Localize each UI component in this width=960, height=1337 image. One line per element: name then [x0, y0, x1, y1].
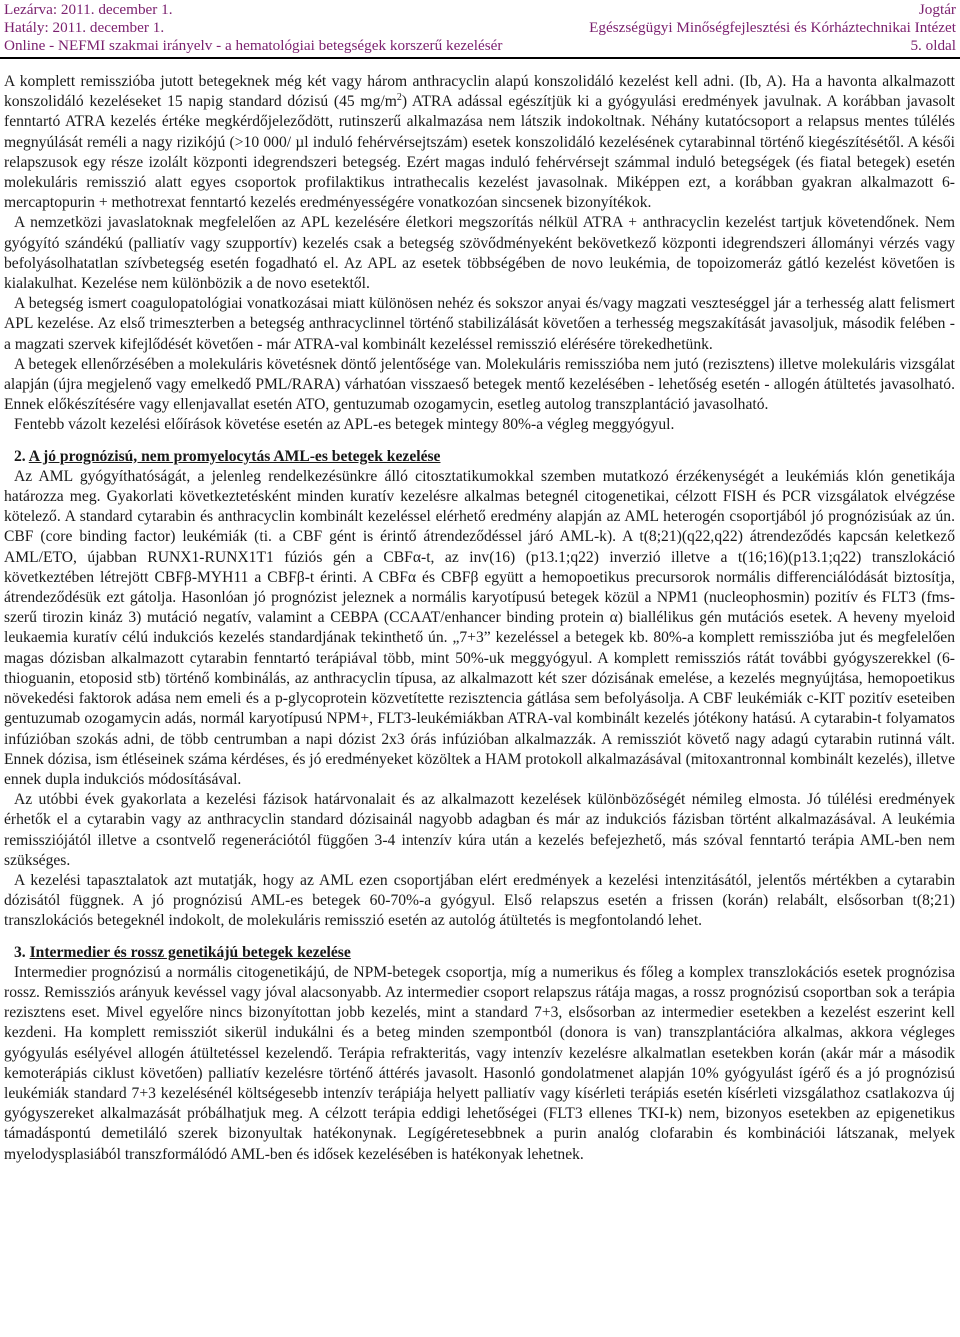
- paragraph-consolidation: [4, 72, 955, 213]
- superscript-2: 2: [396, 92, 402, 104]
- section-2-heading: [14, 447, 955, 467]
- paragraph-outcome: Fentebb vázolt kezelési előírások követése esetén az APL-es betegek mintegy 80%-a végleg meggyógyul.: [14, 416, 675, 434]
- paragraph-pregnancy: A betegség ismert coagulopatológiai vonatkozásai miatt különösen nehéz és sokszor anyai és/vagy magzati veszteséggel jár a terhesség alatt felismert APL kezelése. Az első trimeszterben a betegség anthracyclinnel történő stabilizálását követően a terhesség megszakítását javasoljuk, második felében - a magzati szervek kifejlődését követően - már ATRA-val kombinált kezeléssel remisszió elérésére törekedhetünk.: [4, 295, 955, 353]
- paragraph-consolidation-part1: A komplett remisszióba jutott betegeknek még két vagy három anthracyclin alapú konszolidáló kezelést kell adni. (Ib, A). Ha a havonta alkalmazott konszolidáló kezeléseket 15 napig standard dózisú (45 mg/m: [4, 73, 955, 111]
- header-institute: Egészségügyi Minőségfejlesztési és Kórháztechnikai Intézet: [589, 19, 956, 36]
- header-row-3: [4, 37, 956, 54]
- section-2-paragraph-3: A kezelési tapasztalatok azt mutatják, hogy az AML ezen csoportjában elért eredmények a kezelési intenzitásától, jelentős mértékben a cytarabin dózisától függnek. A jó prognózisú AML-es betegek 60-70%-a gyógyul. Első relapszus esetén a frissen (korán) relabált, elsősorban t(8;21) transzlokációs betegeknél indokolt, de molekuláris remisszió esetén az autológ átültetés is megfontolandó lehet.: [4, 871, 955, 930]
- document-body: [4, 72, 955, 1165]
- section-3-number: 3.: [14, 943, 26, 961]
- header-row-2: [4, 19, 956, 36]
- header-effective-date: Hatály: 2011. december 1.: [4, 19, 165, 36]
- paragraph-consolidation-part2: ) ATRA adással egészítjük ki a gyógyulási eredmények javulnak. A korábban javasolt fenntartó ATRA kezelés értéke megkérdőjeleződött, rutinszerű alkalmazása nem látszik indokoltnak. Néhány kutatócsoport a relapsus mentes túlélés megnyúlását reméli a nagy rizikójú (>10 000/ µl induló fehérvérsejtszám) esetek konszolidáló kezelésének cytarabinnal történő kiegészítésétől. A késői relapszusok egy része izolált központi idegrendszeri betegség. Ezért magas induló fehérvérsejt számmal induló betegségek (és fiatal betegek) esetén molekuláris remisszió alatt egyes csoportok profilaktikus intrathecalis kezelést javasolnak. Miképpen ezt, a korábban gyakran alkalmazott 6-mercaptopurin + methotrexat fenntartó kezelés eredményességére vonatkozóan sincsenek bizonyítékok.: [4, 93, 955, 212]
- header-row-1: [4, 1, 956, 18]
- section-3-paragraph-1: Intermedier prognózisú a normális citogenetikájú, de NPM-betegek csoportja, míg a numerikus és főleg a komplex transzlokációs esetek prognózisa rossz. Remissziós arányuk kevéssel vagy jóval alacsonyabb. Az intermedier csoport relapszus rátája magas, a rossz prognózisú csoportban sok a terápia rezisztens eset. Mivel egyelőre nincs bizonyítottan jobb kezelés, mint a standard 7+3, elsősorban az intermedier esetekben a kezelést eszerint kell kezdeni. Ha komplett remissziót sikerül indukálni és a beteg minden szempontból (donora is van) transzplantációra alkalmas, akkora végleges gyógyulás esélyével allogén átültetéssel kezelendő. Terápia refrakteritás, vagy intenzív kezelésre alkalmatlan esetekben korán (akár már a második kemoterápiás ciklust követően) palliatív kezelésre történő áttérés javasolt. Hasonló gondolatmenet alapján 10% gyógyulást ígérő és a jó prognózisú leukémiák standard 7+3 kezelésénél költségesebb intenzív terápiája helyett palliatív vagy kísérleti terápiás esetén kísérleti vizsgálathoz csatlakozva új gyógyszereket alkalmazását próbálhatjuk meg. A célzott terápia eddigi lehetőségei (FLT3 ellenes TKI-k) nem, bizonyos esetekben az epigenetikus támadáspontú demetiláló szerek bizonyultak hatékonynak. Legígéretesebbnek a purin analóg clofarabin és kombinációi látszanak, melyek myelodysplasiából transzformálódó AML-ben és idősek kezelésében is hatékonyak lehetnek.: [4, 963, 955, 1163]
- section-2-paragraph-2: Az utóbbi évek gyakorlata a kezelési fázisok határvonalait és az alkalmazott kezelések különbözőségét némileg elmosta. Jó túlélési eredmények érhetők el a cytarabin vagy az anthracyclin standard dózisainál nagyobb adagban és már az indukciós fázisban történt alkalmazásával. A leukémia remissziójától illetve a csontvelő regenerációtól függően 3-4 intenzív kúra után a kezelés befejezhető, más szóval fenntartó terápia AML-ben nem szükséges.: [4, 791, 955, 869]
- section-3-heading: [14, 943, 955, 963]
- section-2-paragraph-1: Az AML gyógyíthatóságát, a jelenleg rendelkezésünkre álló citosztatikumokkal szemben mutatkozó érzékenységét a leukémiás klón genetikája határozza meg. Gyakorlati következtetésként minden kuratív kezelésre alkalmas betegnél citogenetikai, célzott FISH és PCR vizsgálatok elvégzése kötelező. A standard cytarabin és anthracyclin kombinált kezeléssel elérhető eredmény alapján az AML heterogén csoportjából jó prognózisúak az ún. CBF (core binding factor) leukémiák (ti. a CBF gént is érintő átrendeződéssel járó AML-k). A t(8;21)(q22,q22) átrendeződés kapcsán keletkező AML/ETO, újabban RUNX1-RUNX1T1 fúziós gén a CBFα-t, az inv(16) (p13.1;q22) inverzió illetve a t(16;16)(p13.1;q22) transzlokáció következtében létrejött CBFβ-MYH11 a CBFβ-t érinti. A CBFα és CBFβ együtt a hemopoetikus precursorok normális differenciálódását biztosítja, átrendeződésük ezt gátolja. Hasonlóan jó prognózist jeleznek a normális karyotípusú betegek közül a NPM1 (nucleophosmin) pozitív és FLT3 (fms-szerű tirozin kináz 3) mutáció negatív, valamint a CEBPA (CCAAT/enhancer binding protein α) biallélikus gén mutációs esetek. A heveny myeloid leukaemia kuratív célú indukciós kezelés standardjának tekinthető ún. „7+3” kezeléssel a betegek kb. 80%-a komplett remisszióba jut és megfelelően magas dózisban alkalmazott cytarabin fenntartó terápiával több, mint 50%-uk meggyógyul. A komplett remissziós rátát további gyógyszerekkel (6-thioguanin, etoposid stb) történő kombinálás, az anthracyclin típusa, az alkalmazott két szer dózisának emelése, a kezelés megnyújtása, hemopoetikus növekedési faktorok adása nem emeli és a p-glycoprotein közvetítette rezisztencia gátlása sem befolyásolja. A CBF leukémiák c-KIT pozitív eseteiben gentuzumab ozogamycin adás, normál karyotípusú NPM+, FLT3-leukémiákban ATRA-val kombinált kezelés jótékony hatású. A cytarabin-t folyamatos infúzióban szokás adni, de több centrumban a napi dózist 2x3 órás infúzióban alkalmazzák. A remissziót követő nagy adagú cytarabin rutinná vált. Ennek dózisa, ism étléseinek száma kérdéses, és jó eredményeket közöltek a HAM protokoll alkalmazásával (mitoxantronnal kombinált kezelés), illetve ennek dupla indukciós módosításával.: [4, 467, 955, 788]
- paragraph-apl-recommendation: A nemzetközi javaslatoknak megfelelően az APL kezelésére életkori megszorítás nélkül ATRA + anthracyclin kezelést tartjuk követendőnek. Nem gyógyító szándékú (palliatív vagy szupportív) kezelés csak a betegség szövődményeként bekövetkező központi idegrendszeri állományi vérzés vagy befolyásolhatatlan szívbetegség esetén fogadható el. Az APL az esetek többségében de novo leukémia, de topoizomeráz gátló kezelést követően is kialakulhat. Kezelése nem különbözik a de novo esetektől.: [4, 214, 955, 293]
- header-publisher: Jogtár: [918, 1, 956, 18]
- header-document-title: Online - NEFMI szakmai irányelv - a hematológiai betegségek korszerű kezelésér: [4, 37, 503, 54]
- section-3-title: Intermedier és rossz genetikájú betegek kezelése: [29, 943, 351, 961]
- page-header: [0, 0, 960, 58]
- paragraph-monitoring: A betegek ellenőrzésében a molekuláris követésnek döntő jelentősége van. Molekuláris remisszióba nem jutó (rezisztens) illetve molekuláris vizsgálat alapján (újra megjelenő vagy emelkedő PML/RARA) várhatóan visszaeső betegek mentő kezelésében - lehetőség esetén - allogén átültetés javasolható. Ennek előkészítésére vagy ellenjavallat esetén ATO, gentuzumab ozogamycin, esetleg autolog transzplantáció javasolható.: [4, 355, 955, 414]
- header-closed-date: Lezárva: 2011. december 1.: [4, 1, 173, 18]
- section-2-title: A jó prognózisú, nem promyelocytás AML-es betegek kezelése: [28, 447, 441, 465]
- section-2-number: 2.: [14, 447, 26, 465]
- header-page-number: 5. oldal: [910, 37, 956, 54]
- header-divider: [0, 57, 960, 59]
